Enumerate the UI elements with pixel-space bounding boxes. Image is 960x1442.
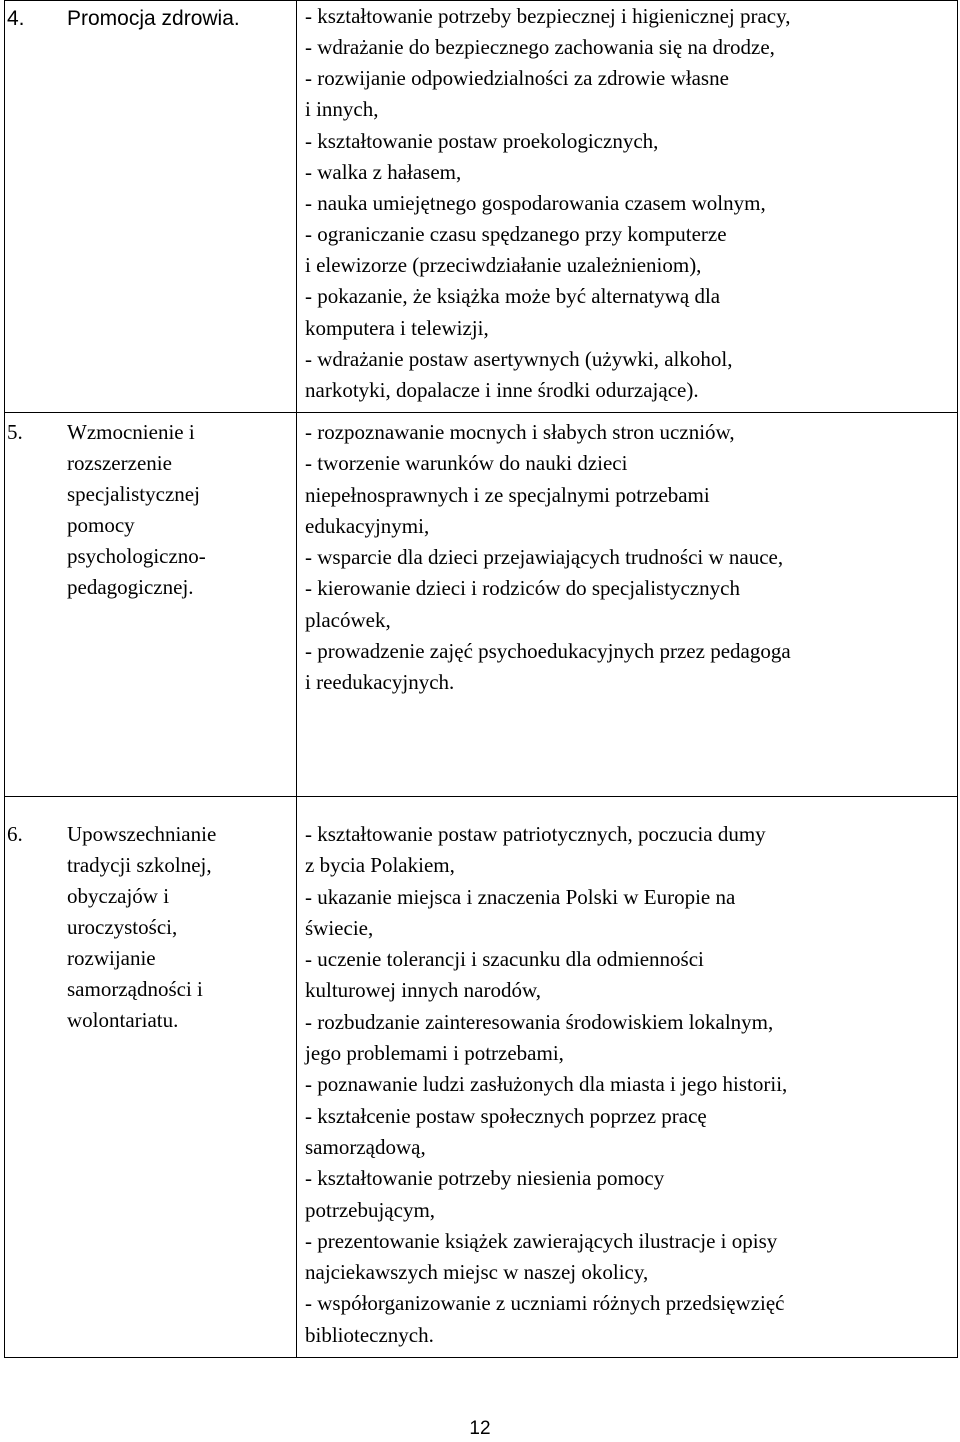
activity-line: kulturowej innych narodów,: [305, 978, 542, 1003]
topic-line: pedagogicznej.: [67, 575, 194, 599]
activity-line: bibliotecznych.: [305, 1322, 434, 1347]
activity-line: - współorganizowanie z uczniami różnych przedsięwzięć: [305, 1291, 785, 1316]
activities-cell: [297, 1, 958, 412]
topic-text: [67, 3, 296, 412]
page-number: 12: [469, 1418, 491, 1439]
table-row: [5, 797, 958, 1358]
activity-line: - rozpoznawanie mocnych i słabych stron uczniów,: [305, 420, 735, 444]
topic-line: rozwijanie: [67, 946, 156, 970]
activity-line: i innych,: [305, 97, 379, 122]
activity-line: i reedukacyjnych.: [305, 670, 455, 695]
topic-cell: [5, 1, 297, 412]
activity-line: świecie,: [305, 915, 374, 940]
activities-cell: [297, 797, 958, 1357]
row-number: 4.: [7, 7, 25, 30]
activity-line: jego problemami i potrzebami,: [305, 1041, 564, 1066]
activity-line: z bycia Polakiem,: [305, 853, 455, 878]
activity-line: potrzebującym,: [305, 1197, 436, 1222]
activity-line: - nauka umiejętnego gospodarowania czasem wolnym,: [305, 190, 766, 215]
row-number: 6.: [7, 822, 23, 846]
activity-line: samorządową,: [305, 1134, 426, 1159]
activity-line: - prezentowanie książek zawierających ilustracje i opisy: [305, 1228, 778, 1253]
topic-line: uroczystości,: [67, 915, 178, 939]
activity-line: - ograniczanie czasu spędzanego przy komputerze: [305, 222, 727, 247]
activity-line: - ukazanie miejsca i znaczenia Polski w Europie na: [305, 884, 736, 909]
activity-line: komputera i telewizji,: [305, 315, 489, 340]
topic-line: obyczajów i: [67, 884, 170, 908]
activity-line: - wdrażanie postaw asertywnych (używki, alkohol,: [305, 346, 733, 371]
activity-line: - kształtowanie potrzeby bezpiecznej i higienicznej pracy,: [305, 4, 791, 28]
activity-line: - wdrażanie do bezpiecznego zachowania się na drodze,: [305, 35, 775, 60]
topic-text: [67, 819, 296, 1357]
activity-line: - wsparcie dla dzieci przejawiających trudności w nauce,: [305, 545, 784, 570]
activity-line: edukacyjnymi,: [305, 513, 430, 538]
activity-line: - prowadzenie zajęć psychoedukacyjnych przez pedagoga: [305, 639, 791, 664]
topic-line: pomocy: [67, 513, 135, 537]
row-number: 5.: [7, 420, 23, 444]
topic-text: [67, 417, 296, 796]
activity-line: najciekawszych miejsc w naszej okolicy,: [305, 1260, 649, 1285]
activity-line: - rozwijanie odpowiedzialności za zdrowie własne: [305, 66, 729, 91]
activity-line: niepełnosprawnych i ze specjalnymi potrzebami: [305, 482, 710, 507]
topic-line: wolontariatu.: [67, 1008, 179, 1032]
activity-line: - rozbudzanie zainteresowania środowiskiem lokalnym,: [305, 1009, 774, 1034]
activity-line: - walka z hałasem,: [305, 159, 462, 184]
topic-line: rozszerzenie: [67, 451, 172, 475]
table-row: [5, 413, 958, 797]
topic-line: Promocja zdrowia.: [67, 7, 240, 30]
activity-line: placówek,: [305, 607, 391, 632]
activity-line: narkotyki, dopalacze i inne środki odurzające).: [305, 377, 699, 402]
topic-cell: [5, 413, 297, 796]
activity-line: - kierowanie dzieci i rodziców do specjalistycznych: [305, 576, 740, 601]
activity-line: - uczenie tolerancji i szacunku dla odmienności: [305, 947, 704, 972]
activity-line: - pokazanie, że książka może być alternatywą dla: [305, 284, 721, 309]
activity-line: i elewizorze (przeciwdziałanie uzależnieniom),: [305, 253, 702, 278]
topic-line: Wzmocnienie i: [67, 420, 195, 444]
topic-line: psychologiczno-: [67, 544, 206, 568]
topic-line: samorządności i: [67, 977, 203, 1001]
table-row: [5, 1, 958, 413]
activity-line: - kształtowanie postaw proekologicznych,: [305, 128, 659, 153]
activity-line: - kształtowanie postaw patriotycznych, poczucia dumy: [305, 822, 766, 846]
activity-line: - tworzenie warunków do nauki dzieci: [305, 451, 628, 476]
topic-cell: [5, 797, 297, 1357]
activities-cell: [297, 413, 958, 796]
topic-line: Upowszechnianie: [67, 822, 217, 846]
topic-line: specjalistycznej: [67, 482, 200, 506]
activity-line: - kształtowanie potrzeby niesienia pomocy: [305, 1166, 665, 1191]
program-table: [4, 0, 958, 1358]
topic-line: tradycji szkolnej,: [67, 853, 212, 877]
activity-line: - kształcenie postaw społecznych poprzez pracę: [305, 1103, 707, 1128]
activity-line: - poznawanie ludzi zasłużonych dla miasta i jego historii,: [305, 1072, 788, 1097]
